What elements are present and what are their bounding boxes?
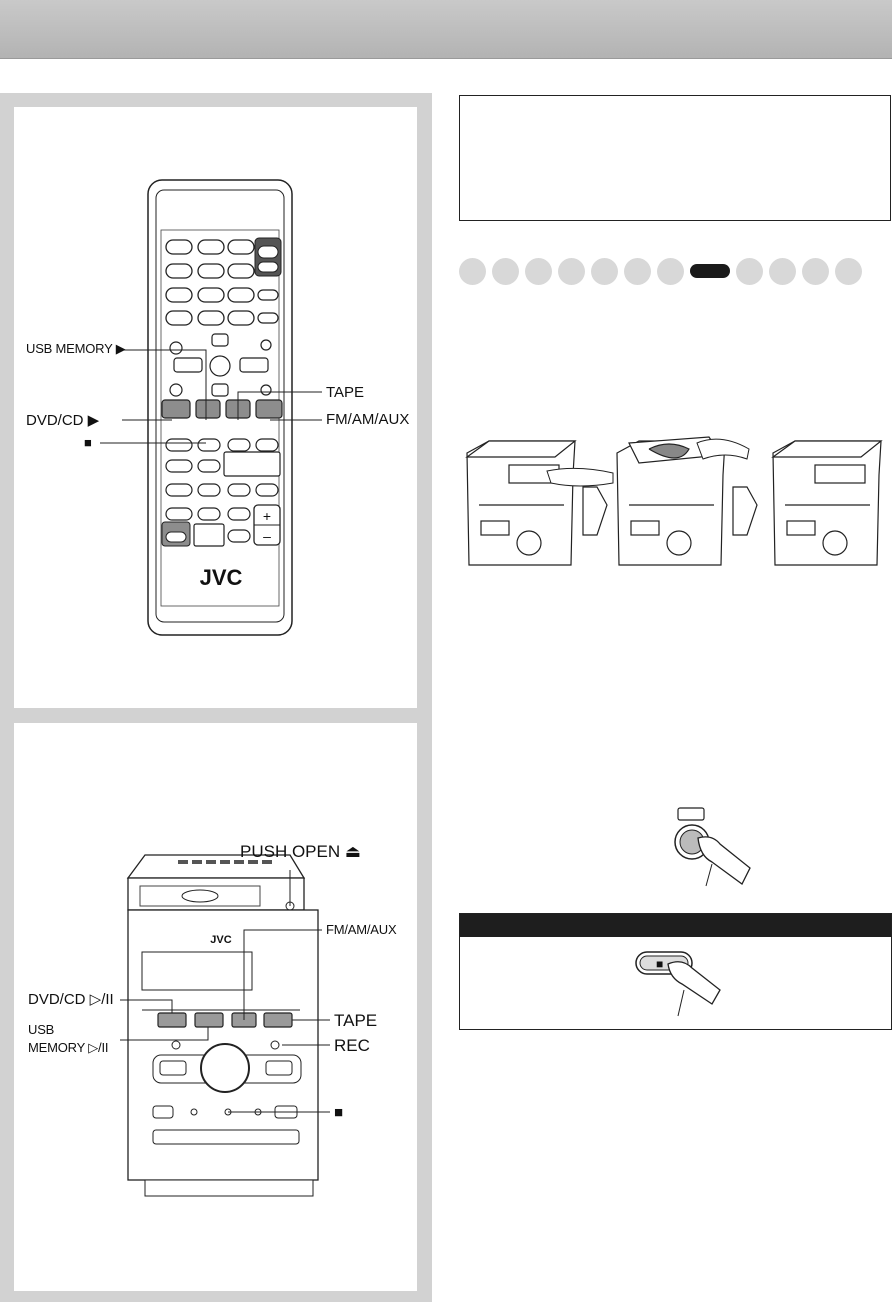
step-dot: [525, 258, 552, 285]
unit-fm-am-aux-label: FM/AM/AUX: [326, 922, 397, 937]
unit-stop-label: ■: [334, 1104, 344, 1121]
unit-usb-label: USB: [28, 1022, 55, 1037]
step-dot: [657, 258, 684, 285]
usb-memory-play-label: USB MEMORY ▶: [26, 341, 126, 356]
push-open-label: PUSH OPEN ⏏: [240, 842, 361, 861]
dvd-cd-play-label: DVD/CD ▶: [26, 412, 100, 429]
step-dot: [492, 258, 519, 285]
step-dot: [835, 258, 862, 285]
page-header-bar: [0, 0, 892, 59]
unit-dvd-cd-label: DVD/CD ▷/II: [28, 991, 114, 1008]
step-dot: [624, 258, 651, 285]
step-dot: [802, 258, 829, 285]
stop-button-illustration: [630, 950, 730, 1020]
press-button-illustration: [660, 806, 760, 888]
step-dot: [736, 258, 763, 285]
step-dot: [591, 258, 618, 285]
unit-tape-label: TAPE: [334, 1011, 378, 1030]
step-indicator: [459, 258, 862, 285]
cassette-loading-illustration: [459, 435, 889, 567]
stop-button-symbol: ■: [656, 957, 664, 971]
note-box: [459, 95, 891, 221]
remote-fm-am-aux-label: FM/AM/AUX: [326, 411, 410, 428]
remote-brand-logo: JVC: [199, 565, 243, 590]
unit-brand-logo: JVC: [210, 934, 232, 946]
remote-tape-label: TAPE: [326, 384, 365, 401]
step-dot: [459, 258, 486, 285]
step-dot: [769, 258, 796, 285]
main-unit-illustration: [0, 715, 432, 1302]
remote-stop-label: ■: [84, 435, 92, 450]
volume-plus-symbol: +: [262, 508, 272, 524]
step-dot-active: [690, 264, 730, 278]
step-dot: [558, 258, 585, 285]
volume-minus-symbol: –: [263, 528, 271, 544]
unit-usb-memory-label: MEMORY ▷/II: [28, 1040, 109, 1055]
tip-box-header: [460, 914, 891, 937]
remote-control-illustration: [0, 93, 432, 715]
unit-rec-label: REC: [334, 1036, 370, 1055]
